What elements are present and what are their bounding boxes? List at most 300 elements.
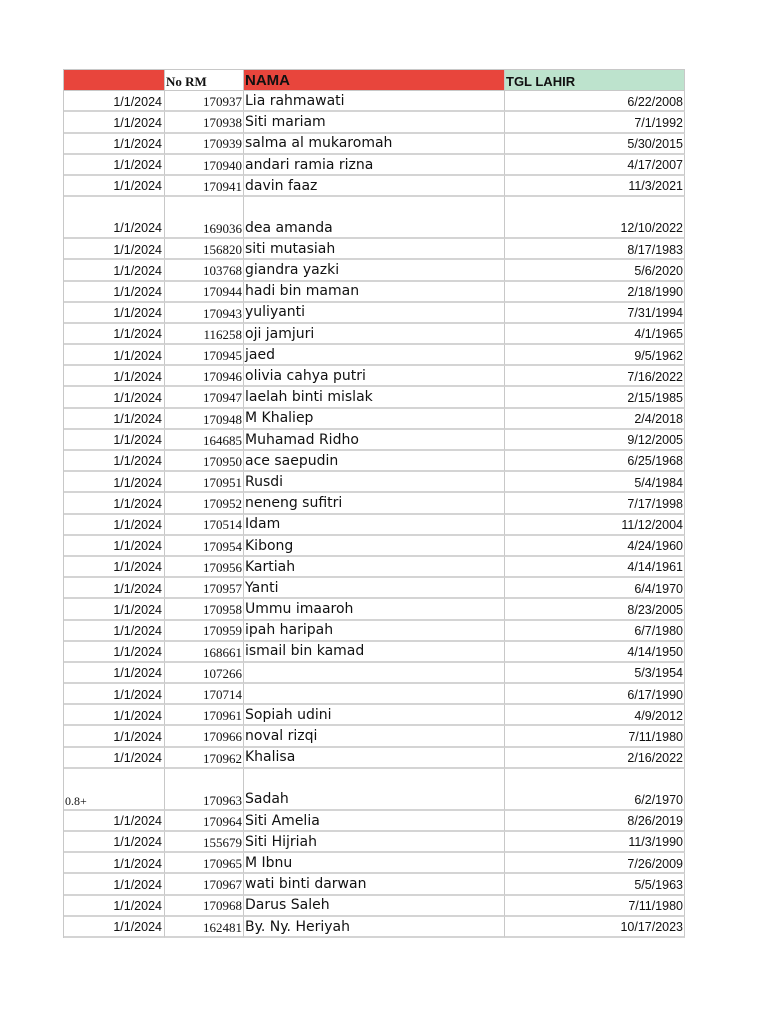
cell-no-rm[interactable] [165, 260, 244, 281]
cell-no-rm[interactable] [165, 811, 244, 832]
cell-nama-value: M Ibnu [245, 854, 293, 871]
cell-date-value: 1/1/2024 [113, 814, 162, 829]
cell-no-rm-value: 170940 [203, 157, 242, 173]
cell-date[interactable] [64, 917, 165, 938]
cell-nama[interactable] [244, 896, 505, 917]
cell-nama[interactable] [244, 303, 505, 324]
cell-tgl-lahir[interactable] [505, 366, 685, 387]
cell-tgl-lahir-value: 9/12/2005 [627, 433, 683, 448]
cell-no-rm[interactable] [165, 155, 244, 176]
cell-tgl-lahir[interactable] [505, 705, 685, 726]
cell-nama[interactable] [244, 663, 505, 684]
cell-nama-value: Lia rahmawati [245, 92, 345, 109]
cell-date[interactable] [64, 811, 165, 832]
cell-no-rm[interactable] [165, 748, 244, 769]
cell-no-rm-value: 170514 [203, 517, 242, 533]
cell-tgl-lahir[interactable] [505, 663, 685, 684]
cell-tgl-lahir-value: 5/3/1954 [634, 666, 683, 681]
header-cell-tgl-lahir[interactable]: TGL LAHIR [505, 70, 685, 91]
cell-date[interactable] [64, 197, 165, 239]
cell-nama[interactable] [244, 621, 505, 642]
cell-no-rm-value: 170943 [203, 305, 242, 321]
cell-date-value: 1/1/2024 [113, 602, 162, 617]
cell-date[interactable] [64, 112, 165, 133]
cell-date-value: 1/1/2024 [113, 877, 162, 892]
cell-date[interactable] [64, 557, 165, 578]
table-row [64, 599, 685, 620]
cell-tgl-lahir-value: 7/17/1998 [627, 496, 683, 511]
cell-date[interactable] [64, 663, 165, 684]
cell-tgl-lahir[interactable] [505, 621, 685, 642]
table-row [64, 832, 685, 853]
cell-no-rm[interactable] [165, 493, 244, 514]
cell-nama[interactable] [244, 748, 505, 769]
cell-date[interactable] [64, 303, 165, 324]
header-cell-date[interactable] [64, 70, 165, 91]
cell-no-rm-value: 170939 [203, 136, 242, 152]
cell-nama[interactable] [244, 536, 505, 557]
cell-nama-value: salma al mukaromah [245, 135, 393, 152]
cell-nama[interactable] [244, 557, 505, 578]
table-row [64, 811, 685, 832]
table-row [64, 409, 685, 430]
cell-date[interactable] [64, 155, 165, 176]
table-row [64, 155, 685, 176]
cell-nama-value: Ummu imaaroh [245, 601, 354, 618]
table-row [64, 493, 685, 514]
cell-tgl-lahir-value: 7/11/1980 [628, 729, 683, 744]
cell-nama-value: Siti Hijriah [245, 833, 318, 850]
cell-tgl-lahir[interactable] [505, 536, 685, 557]
cell-nama[interactable] [244, 853, 505, 874]
table-row [64, 621, 685, 642]
cell-tgl-lahir[interactable] [505, 345, 685, 366]
cell-tgl-lahir[interactable] [505, 642, 685, 663]
cell-date[interactable] [64, 769, 165, 811]
spreadsheet-table [63, 69, 685, 938]
cell-no-rm[interactable] [165, 387, 244, 408]
cell-no-rm-value: 170937 [203, 94, 242, 110]
cell-date-value: 1/1/2024 [113, 221, 162, 236]
cell-nama-value: Idam [245, 516, 281, 533]
cell-nama-value: dea amanda [245, 219, 333, 236]
cell-nama-value: ismail bin kamad [245, 643, 365, 660]
cell-nama[interactable] [244, 345, 505, 366]
cell-nama[interactable] [244, 917, 505, 938]
table-row [64, 642, 685, 663]
cell-tgl-lahir[interactable] [505, 409, 685, 430]
cell-no-rm-value: 103768 [203, 263, 242, 279]
cell-no-rm[interactable] [165, 578, 244, 599]
cell-no-rm[interactable] [165, 515, 244, 536]
cell-nama[interactable] [244, 874, 505, 895]
cell-no-rm-value: 170956 [203, 559, 242, 575]
cell-nama[interactable] [244, 705, 505, 726]
cell-nama-value: Sopiah udini [245, 707, 332, 724]
cell-no-rm-value: 116258 [203, 326, 242, 342]
cell-no-rm-value: 170963 [203, 792, 242, 808]
cell-date[interactable] [64, 430, 165, 451]
cell-tgl-lahir-value: 11/3/1990 [628, 835, 683, 850]
cell-date[interactable] [64, 282, 165, 303]
cell-no-rm-value: 170951 [203, 475, 242, 491]
cell-date-value: 1/1/2024 [113, 412, 162, 427]
cell-tgl-lahir-value: 7/31/1994 [627, 306, 683, 321]
cell-nama[interactable] [244, 726, 505, 747]
table-row [64, 726, 685, 747]
table-row [64, 896, 685, 917]
cell-date-value: 1/1/2024 [113, 835, 162, 850]
cell-date-value: 1/1/2024 [113, 729, 162, 744]
cell-nama-value: ace saepudin [245, 452, 339, 469]
cell-tgl-lahir-value: 5/6/2020 [634, 263, 683, 278]
cell-nama-value: andari ramia rizna [245, 156, 374, 173]
cell-date-value: 1/1/2024 [113, 666, 162, 681]
cell-nama-value: yuliyanti [245, 304, 306, 321]
cell-nama[interactable] [244, 599, 505, 620]
cell-nama-value: Sadah [245, 791, 289, 808]
cell-date-value: 1/1/2024 [113, 158, 162, 173]
cell-tgl-lahir-value: 6/4/1970 [634, 581, 683, 596]
cell-no-rm-value: 170946 [203, 369, 242, 385]
cell-date-value: 1/1/2024 [113, 327, 162, 342]
cell-date-value: 1/1/2024 [113, 518, 162, 532]
cell-nama-value: neneng sufitri [245, 495, 343, 512]
cell-date[interactable] [64, 705, 165, 726]
cell-nama[interactable] [244, 134, 505, 155]
table-row [64, 282, 685, 303]
cell-date-value: 1/1/2024 [113, 687, 162, 702]
cell-no-rm-value: 170965 [203, 856, 242, 872]
cell-nama[interactable] [244, 451, 505, 472]
cell-tgl-lahir[interactable] [505, 197, 685, 239]
cell-no-rm[interactable] [165, 472, 244, 493]
cell-no-rm[interactable] [165, 853, 244, 874]
cell-date-value: 1/1/2024 [113, 242, 162, 257]
cell-nama-value: Kibong [245, 537, 294, 554]
table-row [64, 663, 685, 684]
cell-date[interactable] [64, 515, 165, 536]
header-cell-nama[interactable]: NAMA [244, 70, 505, 91]
cell-nama[interactable] [244, 176, 505, 197]
cell-date-value: 1/1/2024 [113, 263, 162, 278]
cell-tgl-lahir[interactable] [505, 387, 685, 408]
cell-date[interactable] [64, 896, 165, 917]
cell-date-value: 1/1/2024 [113, 899, 162, 913]
cell-no-rm-value: 169036 [203, 220, 242, 236]
cell-no-rm[interactable] [165, 832, 244, 853]
cell-date[interactable] [64, 366, 165, 387]
cell-nama[interactable] [244, 366, 505, 387]
cell-no-rm[interactable] [165, 663, 244, 684]
cell-no-rm-value: 170938 [203, 115, 242, 131]
cell-nama[interactable] [244, 430, 505, 451]
table-row [64, 303, 685, 324]
cell-tgl-lahir-value: 2/4/2018 [634, 412, 683, 427]
cell-tgl-lahir[interactable] [505, 557, 685, 578]
cell-no-rm-value: 168661 [203, 644, 242, 660]
cell-no-rm-value: 170962 [203, 750, 242, 766]
cell-tgl-lahir-value: 7/26/2009 [627, 856, 683, 871]
cell-nama[interactable] [244, 387, 505, 408]
cell-date[interactable] [64, 409, 165, 430]
cell-no-rm[interactable] [165, 324, 244, 345]
cell-no-rm[interactable] [165, 282, 244, 303]
cell-nama[interactable] [244, 260, 505, 281]
table-row [64, 748, 685, 769]
cell-date[interactable] [64, 176, 165, 197]
cell-no-rm[interactable] [165, 917, 244, 938]
cell-date[interactable] [64, 387, 165, 408]
cell-tgl-lahir-value: 4/14/1950 [627, 645, 683, 660]
cell-nama-value: Rusdi [245, 473, 284, 490]
cell-no-rm-value: 170958 [203, 602, 242, 618]
cell-date-value: 1/1/2024 [113, 751, 162, 766]
cell-date-value: 1/1/2024 [113, 708, 162, 723]
cell-tgl-lahir[interactable] [505, 472, 685, 493]
cell-no-rm-value: 170961 [203, 708, 242, 724]
cell-no-rm[interactable] [165, 197, 244, 239]
cell-tgl-lahir-value: 6/2/1970 [634, 793, 683, 808]
cell-no-rm-value: 155679 [203, 834, 242, 850]
cell-nama[interactable] [244, 515, 505, 536]
cell-date[interactable] [64, 599, 165, 620]
table-row [64, 557, 685, 578]
cell-date-value: 1/1/2024 [113, 475, 162, 490]
cell-tgl-lahir[interactable] [505, 112, 685, 133]
cell-date[interactable] [64, 345, 165, 366]
cell-nama[interactable] [244, 197, 505, 239]
cell-nama[interactable] [244, 472, 505, 493]
cell-tgl-lahir[interactable] [505, 451, 685, 472]
table-row [64, 515, 685, 536]
cell-nama[interactable] [244, 832, 505, 853]
cell-tgl-lahir[interactable] [505, 155, 685, 176]
cell-date-value: 1/1/2024 [113, 348, 162, 363]
cell-tgl-lahir[interactable] [505, 811, 685, 832]
cell-nama[interactable] [244, 409, 505, 430]
cell-no-rm[interactable] [165, 874, 244, 895]
cell-date[interactable] [64, 726, 165, 747]
cell-date[interactable] [64, 874, 165, 895]
cell-date-value: 1/1/2024 [113, 137, 162, 151]
cell-no-rm[interactable] [165, 134, 244, 155]
cell-date[interactable] [64, 260, 165, 281]
cell-tgl-lahir-value: 4/14/1961 [627, 560, 683, 575]
cell-date-value: 1/1/2024 [113, 454, 162, 469]
cell-date[interactable] [64, 472, 165, 493]
cell-tgl-lahir[interactable] [505, 896, 685, 917]
cell-date[interactable] [64, 239, 165, 260]
header-row [64, 70, 685, 91]
cell-date-value: 1/1/2024 [113, 306, 162, 321]
cell-nama-value: Muhamad Ridho [245, 431, 359, 448]
cell-date-value: 1/1/2024 [113, 581, 162, 596]
cell-nama[interactable] [244, 155, 505, 176]
cell-no-rm[interactable] [165, 536, 244, 557]
cell-tgl-lahir[interactable] [505, 430, 685, 451]
cell-no-rm[interactable] [165, 239, 244, 260]
cell-tgl-lahir-value: 7/11/1980 [628, 899, 683, 913]
cell-tgl-lahir-value: 4/24/1960 [627, 539, 683, 554]
cell-date[interactable] [64, 134, 165, 155]
cell-date[interactable] [64, 451, 165, 472]
cell-tgl-lahir[interactable] [505, 684, 685, 705]
cell-date-value: 1/1/2024 [113, 539, 162, 554]
cell-date-value: 1/1/2024 [113, 179, 162, 194]
cell-no-rm[interactable] [165, 91, 244, 112]
cell-date[interactable] [64, 684, 165, 705]
cell-tgl-lahir-value: 2/18/1990 [627, 284, 683, 299]
cell-date[interactable] [64, 493, 165, 514]
cell-nama[interactable] [244, 91, 505, 112]
cell-nama-value: olivia cahya putri [245, 368, 366, 385]
cell-nama-value: Yanti [245, 579, 279, 596]
table-row [64, 684, 685, 705]
cell-date[interactable] [64, 853, 165, 874]
cell-tgl-lahir[interactable] [505, 239, 685, 260]
cell-date[interactable] [64, 621, 165, 642]
cell-no-rm[interactable] [165, 430, 244, 451]
cell-tgl-lahir[interactable] [505, 726, 685, 747]
cell-tgl-lahir[interactable] [505, 769, 685, 811]
cell-tgl-lahir-value: 2/16/2022 [627, 751, 683, 766]
cell-nama[interactable] [244, 493, 505, 514]
cell-nama[interactable] [244, 769, 505, 811]
cell-nama[interactable] [244, 811, 505, 832]
cell-tgl-lahir[interactable] [505, 748, 685, 769]
cell-no-rm-value: 107266 [203, 665, 242, 681]
cell-date[interactable] [64, 578, 165, 599]
cell-tgl-lahir[interactable] [505, 134, 685, 155]
cell-nama[interactable] [244, 642, 505, 663]
cell-tgl-lahir[interactable] [505, 515, 685, 536]
cell-no-rm[interactable] [165, 769, 244, 811]
cell-no-rm[interactable] [165, 705, 244, 726]
cell-no-rm-value: 170944 [203, 284, 242, 300]
cell-no-rm-value: 170950 [203, 453, 242, 469]
cell-tgl-lahir[interactable] [505, 282, 685, 303]
cell-nama-value: Siti mariam [245, 114, 326, 131]
cell-no-rm[interactable] [165, 684, 244, 705]
cell-tgl-lahir-value: 12/10/2022 [620, 221, 683, 236]
cell-date-value: 1/1/2024 [113, 284, 162, 299]
cell-tgl-lahir[interactable] [505, 91, 685, 112]
cell-tgl-lahir[interactable] [505, 260, 685, 281]
cell-no-rm[interactable] [165, 303, 244, 324]
cell-tgl-lahir[interactable] [505, 832, 685, 853]
cell-date[interactable] [64, 748, 165, 769]
cell-date[interactable] [64, 91, 165, 112]
cell-nama-value: By. Ny. Heriyah [245, 918, 350, 935]
cell-nama-value: giandra yazki [245, 262, 340, 279]
cell-date-value: 1/1/2024 [113, 496, 162, 511]
cell-tgl-lahir[interactable] [505, 853, 685, 874]
cell-nama-value: M Khaliep [245, 410, 314, 427]
cell-nama[interactable] [244, 324, 505, 345]
table-row [64, 345, 685, 366]
cell-tgl-lahir-value: 8/26/2019 [627, 814, 683, 829]
cell-date-value: 1/1/2024 [113, 645, 162, 660]
cell-nama-value: ipah haripah [245, 622, 334, 639]
cell-tgl-lahir-value: 6/22/2008 [627, 94, 683, 109]
cell-tgl-lahir[interactable] [505, 303, 685, 324]
cell-date[interactable] [64, 536, 165, 557]
table-row [64, 769, 685, 811]
cell-tgl-lahir[interactable] [505, 493, 685, 514]
cell-tgl-lahir[interactable] [505, 176, 685, 197]
table-row [64, 536, 685, 557]
table-row [64, 197, 685, 239]
table-row [64, 134, 685, 155]
cell-date-value: 1/1/2024 [113, 856, 162, 871]
cell-no-rm[interactable] [165, 642, 244, 663]
cell-nama[interactable] [244, 282, 505, 303]
cell-nama-value: Darus Saleh [245, 897, 330, 914]
cell-no-rm[interactable] [165, 621, 244, 642]
cell-no-rm[interactable] [165, 557, 244, 578]
cell-no-rm[interactable] [165, 726, 244, 747]
table-row [64, 472, 685, 493]
cell-no-rm[interactable] [165, 409, 244, 430]
cell-tgl-lahir-value: 8/17/1983 [627, 242, 683, 257]
cell-tgl-lahir[interactable] [505, 917, 685, 938]
cell-tgl-lahir-value: 9/5/1962 [634, 348, 683, 363]
cell-no-rm[interactable] [165, 112, 244, 133]
cell-nama-value: Kartiah [245, 558, 296, 575]
cell-nama-value: noval rizqi [245, 728, 318, 745]
cell-tgl-lahir-value: 11/3/2021 [628, 179, 683, 194]
cell-no-rm-value: 170945 [203, 347, 242, 363]
cell-nama[interactable] [244, 684, 505, 705]
cell-tgl-lahir[interactable] [505, 874, 685, 895]
cell-date-value: 1/1/2024 [113, 433, 162, 448]
cell-date[interactable] [64, 324, 165, 345]
cell-no-rm[interactable] [165, 599, 244, 620]
cell-no-rm[interactable] [165, 345, 244, 366]
table-row [64, 366, 685, 387]
cell-no-rm-value: 156820 [203, 242, 242, 258]
cell-nama[interactable] [244, 239, 505, 260]
cell-no-rm-value: 170966 [203, 729, 242, 745]
cell-date[interactable] [64, 832, 165, 853]
table-row [64, 430, 685, 451]
cell-tgl-lahir-value: 6/7/1980 [634, 623, 683, 638]
cell-nama[interactable] [244, 112, 505, 133]
cell-tgl-lahir-value: 11/12/2004 [621, 518, 683, 532]
cell-no-rm[interactable] [165, 896, 244, 917]
cell-tgl-lahir[interactable] [505, 324, 685, 345]
cell-tgl-lahir-value: 5/4/1984 [634, 475, 683, 490]
cell-date[interactable] [64, 642, 165, 663]
cell-tgl-lahir-value: 10/17/2023 [620, 920, 683, 935]
cell-no-rm[interactable] [165, 176, 244, 197]
cell-no-rm[interactable] [165, 451, 244, 472]
cell-nama[interactable] [244, 578, 505, 599]
cell-date-value: 1/1/2024 [113, 369, 162, 384]
cell-date-value: 1/1/2024 [113, 390, 162, 405]
cell-tgl-lahir[interactable] [505, 599, 685, 620]
cell-no-rm-value: 170941 [203, 178, 242, 194]
cell-no-rm-value: 170964 [203, 813, 242, 829]
cell-no-rm[interactable] [165, 366, 244, 387]
cell-date-value: 0.8+ [65, 793, 87, 808]
header-cell-no-rm[interactable]: No RM [165, 70, 244, 91]
cell-tgl-lahir-value: 7/1/1992 [634, 115, 683, 130]
table-row [64, 451, 685, 472]
cell-tgl-lahir[interactable] [505, 578, 685, 599]
cell-no-rm-value: 170714 [203, 686, 242, 702]
